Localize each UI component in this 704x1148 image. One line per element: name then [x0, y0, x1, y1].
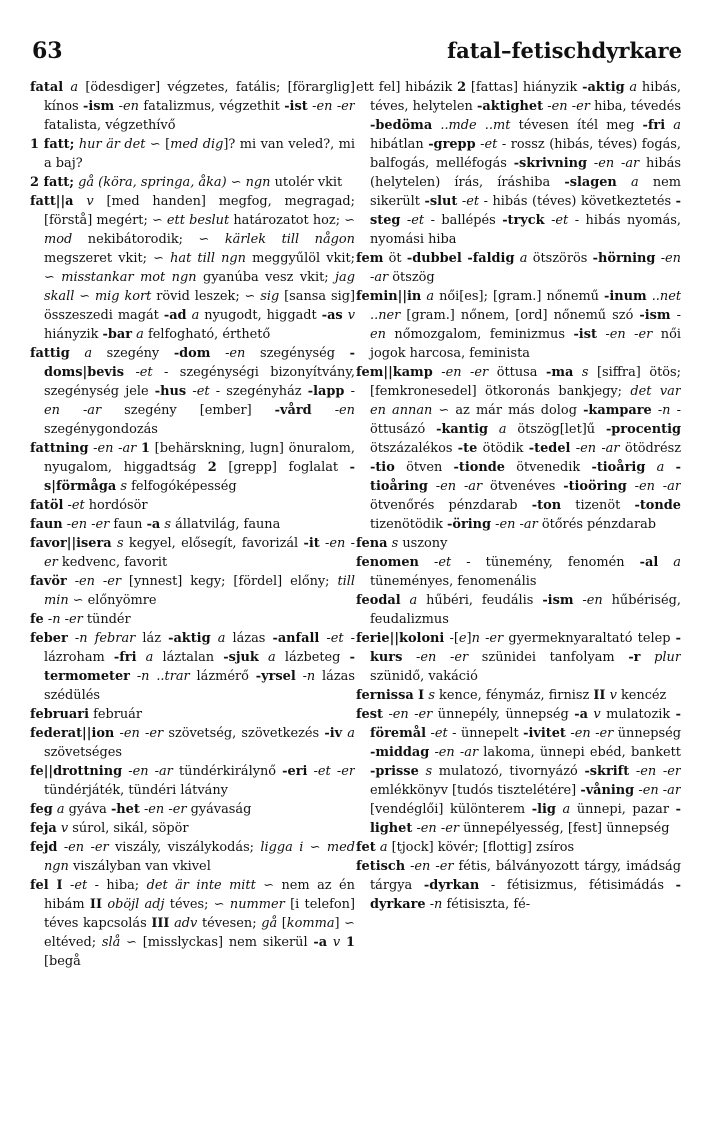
dictionary-entry: fem öt -dubbel -faldig a ötszörös -hörning -en -ar ötszög — [356, 251, 681, 285]
dictionary-entry: faun -en -er faun -a s állatvilág, fauna — [30, 517, 281, 532]
dictionary-entry: feodal a hűbéri, feudális -ism -en hűbériség, feudalizmus — [356, 593, 681, 627]
dictionary-entry: feg a gyáva -het -en -er gyávaság — [30, 802, 252, 817]
dictionary-entry: fenomen -et - tünemény, fenomén -al a tüneményes, fenomenális — [356, 555, 681, 589]
dictionary-entry: femin||in a női[es]; [gram.] nőnemű -inum ..net ..ner [gram.] nőnem, [ord] nőnemű szó -ism -en nőmozgalom, feminizmus -ist -en -er női jogok harcosa, feminista — [356, 289, 681, 361]
dictionary-entry: fel I -et - hiba; det är inte mitt ∽ nem az én hibám II oböjl adj téves; ∽ nummer [i telefon] téves kapcsolás III adv tévesen; gå [komma] ∽ eltéved; slå ∽ [misslyckas] nem sikerül -a v 1 [begå — [30, 878, 355, 969]
dictionary-entry: favor||isera s kegyel, elősegít, favorizál -it -en -er kedvenc, favorit — [30, 536, 355, 570]
dictionary-entry: fest -en -er ünnepély, ünnepség -a v mulatozik -föremål -et - ünnepelt -ivitet -en -er ünnepség -middag -en -ar lakoma, ünnepi ebéd, bankett -prisse s mulatozó, tivornyázó -skrift -en -er emlékkönyv [tudós tisztelétére] -våning -en -ar [vendéglői] különterem -lig a ünnepi, pazar -lighet -en -er ünnepélyesség, [fest] ünnepség — [356, 707, 681, 836]
running-head: fatal–fetischdyrkare — [447, 38, 682, 63]
dictionary-entry: favör -en -er [ynnest] kegy; [fördel] előny; till min ∽ előnyömre — [30, 574, 355, 608]
dictionary-entry: fattig a szegény -dom -en szegénység -doms|bevis -et - szegénységi bizonyítvány, szegénység jele -hus -et - szegényház -lapp -en -ar szegény [ember] -vård -en szegénygondozás — [30, 346, 355, 437]
dictionary-entry: fatal a [ödesdiger] végzetes, fatális; [förarglig] kínos -ism -en fatalizmus, végzethit -ist -en -er fatalista, végzethívő — [30, 80, 355, 133]
dictionary-entry: fetisch -en -er fétis, bálványozott tárgy, imádság tárgya -dyrkan - fétisizmus, fétisimádás -dyrkare -n fétisiszta, fé- — [356, 859, 681, 912]
dictionary-entry: fejd -en -er viszály, viszálykodás; ligga i ∽ med ngn viszályban van vkivel — [30, 840, 355, 874]
dictionary-entry: fattning -en -ar 1 [behärskning, lugn] önuralom, nyugalom, higgadtság 2 [grepp] foglalat -s|förmåga s felfogóképesség — [30, 441, 355, 494]
dictionary-entry: fena s uszony — [356, 536, 448, 551]
dictionary-entry: feber -n febrar láz -aktig a lázas -anfall -et - lázroham -fri a láztalan -sjuk a lázbeteg -termometer -n ..trar lázmérő -yrsel -n lázas szédülés — [30, 631, 355, 703]
dictionary-entry: 1 fatt; hur är det ∽ [med dig]? mi van veled?, mi a baj? — [30, 137, 355, 171]
page-number: 63 — [32, 38, 63, 64]
dictionary-entry: federat||ion -en -er szövetség, szövetkezés -iv a szövetséges — [30, 726, 355, 760]
dictionary-entry: fatöl -et hordósör — [30, 498, 148, 513]
dictionary-entry: fe||drottning -en -ar tündérkirálynő -eri -et -er tündérjáték, tündéri látvány — [30, 764, 355, 798]
dictionary-entry: fernissa I s kence, fénymáz, firnisz II v kencéz — [356, 688, 667, 703]
dictionary-entry: ferie||koloni -[e]n -er gyermeknyaraltató telep -kurs -en -er szünidei tanfolyam -r plur szünidő, vakáció — [356, 631, 681, 684]
dictionary-entry: fet a [tjock] kövér; [flottig] zsíros — [356, 840, 575, 855]
dictionary-entry: fe -n -er tündér — [30, 612, 131, 627]
dictionary-entry: 2 fatt; gå (köra, springa, åka) ∽ ngn utolér vkit — [30, 175, 343, 190]
right-column — [356, 78, 681, 1128]
dictionary-entry: fatt||a v [med handen] megfog, megragad; [förstå] megért; ∽ ett beslut határozatot hoz; ∽ mod nekibátorodik; ∽ kärlek till någon megszeret vkit; ∽ hat till ngn meggyűlöl vkit; ∽ misstankar mot ngn gyanúba vesz vkit; jag skall ∽ mig kort rövid leszek; ∽ sig [sansa sig] összeszedi magát -ad a nyugodt, higgadt -as v hiányzik -bar a felfogható, érthető — [30, 194, 355, 342]
dictionary-entry: feja v súrol, sikál, söpör — [30, 821, 189, 836]
left-column — [30, 78, 355, 1128]
page-header — [0, 0, 704, 80]
dictionary-entry: februari február — [30, 707, 143, 722]
dictionary-entry: fem||kamp -en -er öttusa -ma s [siffra] ötös; [femkronesedel] ötkoronás bankjegy; det var en annan ∽ az már más dolog -kampare -n - öttusázó -kantig a ötszög[let]ű -procentig ötszázalékos -te ötödik -tedel -en -ar ötödrész -tio ötven -tionde ötvenedik -tioårig a -tioåring -en -ar ötvenéves -tioöring -en -ar ötvenőrés pénzdarab -ton tizenöt -tonde tizenötödik -öring -en -ar ötőrés pénzdarab — [356, 365, 681, 532]
dictionary-entry: ett fel] hibázik 2 [fattas] hiányzik -aktig a hibás, téves, helytelen -aktighet -en -er hiba, tévedés -bedöma ..mde ..mt tévesen ítél meg -fri a hibátlan -grepp -et - rossz (hibás, téves) fogás, balfogás, melléfogás -skrivning -en -ar hibás (helytelen) írás, íráshiba -slagen a nem sikerült -slut -et - hibás (téves) következtetés -steg -et - ballépés -tryck -et - hibás nyomás, nyomási hiba — [356, 80, 681, 247]
